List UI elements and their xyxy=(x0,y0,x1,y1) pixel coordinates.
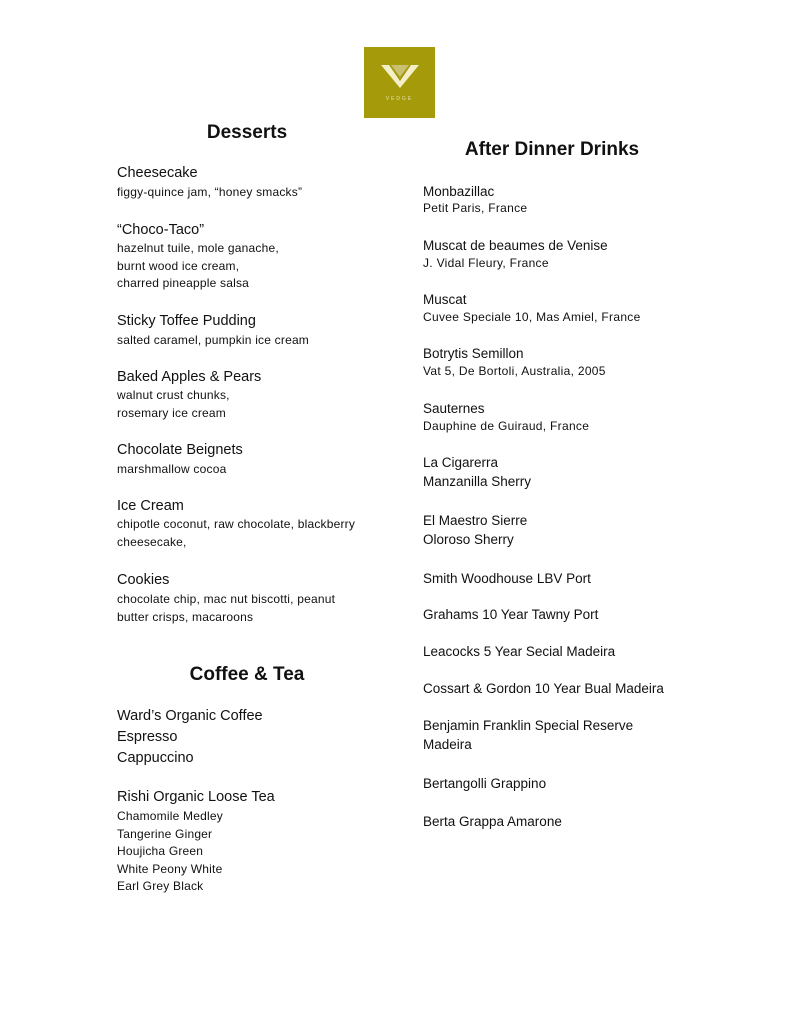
drink-name: Botrytis Semillon xyxy=(423,346,524,361)
tea-list xyxy=(117,808,223,896)
tea-item: White Peony White xyxy=(117,861,223,876)
dessert-desc: salted caramel, pumpkin ice cream xyxy=(117,333,310,347)
coffee-item: Espresso xyxy=(117,729,178,745)
dessert-name: Sticky Toffee Pudding xyxy=(117,313,256,329)
dessert-name: Cookies xyxy=(117,572,170,588)
drink-origin: Dauphine de Guiraud, France xyxy=(423,419,590,433)
dessert-name: Baked Apples & Pears xyxy=(117,369,262,385)
tea-item: Houjicha Green xyxy=(117,844,204,858)
drink-origin: J. Vidal Fleury, France xyxy=(423,256,549,270)
dessert-name: “Choco-Taco” xyxy=(117,222,205,238)
tea-item: Earl Grey Black xyxy=(117,879,204,893)
drink-name: Grahams 10 Year Tawny Port xyxy=(423,607,599,622)
drink-name: Leacocks 5 Year Secial Madeira xyxy=(423,644,616,659)
drink-origin: Petit Paris, France xyxy=(423,201,528,215)
coffee-list xyxy=(117,706,263,769)
tea-item: Chamomile Medley xyxy=(117,809,223,823)
logo-wordmark: VEDGE xyxy=(385,96,414,102)
drink-name: La Cigarerra Manzanilla Sherry xyxy=(423,455,532,489)
tea-title: Rishi Organic Loose Tea xyxy=(117,789,275,805)
dessert-desc: walnut crust chunks, rosemary ice cream xyxy=(117,388,230,420)
desserts-heading: Desserts xyxy=(206,122,288,143)
tea-item: Tangerine Ginger xyxy=(117,826,213,841)
drink-name: Smith Woodhouse LBV Port xyxy=(423,571,591,586)
drink-name: Monbazillac xyxy=(423,184,495,199)
drink-name: Muscat xyxy=(423,292,467,307)
drink-name: Muscat de beaumes de Venise xyxy=(423,238,608,253)
drink-name: Bertangolli Grappino xyxy=(423,776,547,791)
dessert-desc: figgy-quince jam, “honey smacks” xyxy=(117,185,303,199)
brand-logo xyxy=(364,47,435,118)
dessert-name: Chocolate Beignets xyxy=(117,442,243,458)
coffee-item: Ward’s Organic Coffee xyxy=(117,708,263,724)
drink-name: El Maestro Sierre Oloroso Sherry xyxy=(423,513,528,547)
dessert-desc: chipotle coconut, raw chocolate, blackberry cheesecake, xyxy=(117,517,356,549)
drink-name: Berta Grappa Amarone xyxy=(423,814,562,829)
v-logo-icon xyxy=(381,65,419,89)
coffee-tea-heading: Coffee & Tea xyxy=(189,664,305,685)
drink-origin: Cuvee Speciale 10, Mas Amiel, France xyxy=(423,310,641,324)
dessert-desc: marshmallow cocoa xyxy=(117,462,227,476)
coffee-item: Cappuccino xyxy=(117,750,194,766)
dessert-desc: hazelnut tuile, mole ganache, burnt wood ice cream, charred pineapple salsa xyxy=(117,241,279,290)
dessert-name: Ice Cream xyxy=(117,498,184,514)
drink-name: Benjamin Franklin Special Reserve Madeira xyxy=(423,718,634,752)
drink-origin: Vat 5, De Bortoli, Australia, 2005 xyxy=(423,364,606,378)
dessert-name: Cheesecake xyxy=(117,165,198,181)
drinks-heading: After Dinner Drinks xyxy=(464,139,640,160)
drink-name: Sauternes xyxy=(423,401,485,416)
dessert-desc: chocolate chip, mac nut biscotti, peanut butter crisps, macaroons xyxy=(117,592,336,624)
drink-name: Cossart & Gordon 10 Year Bual Madeira xyxy=(423,681,664,696)
